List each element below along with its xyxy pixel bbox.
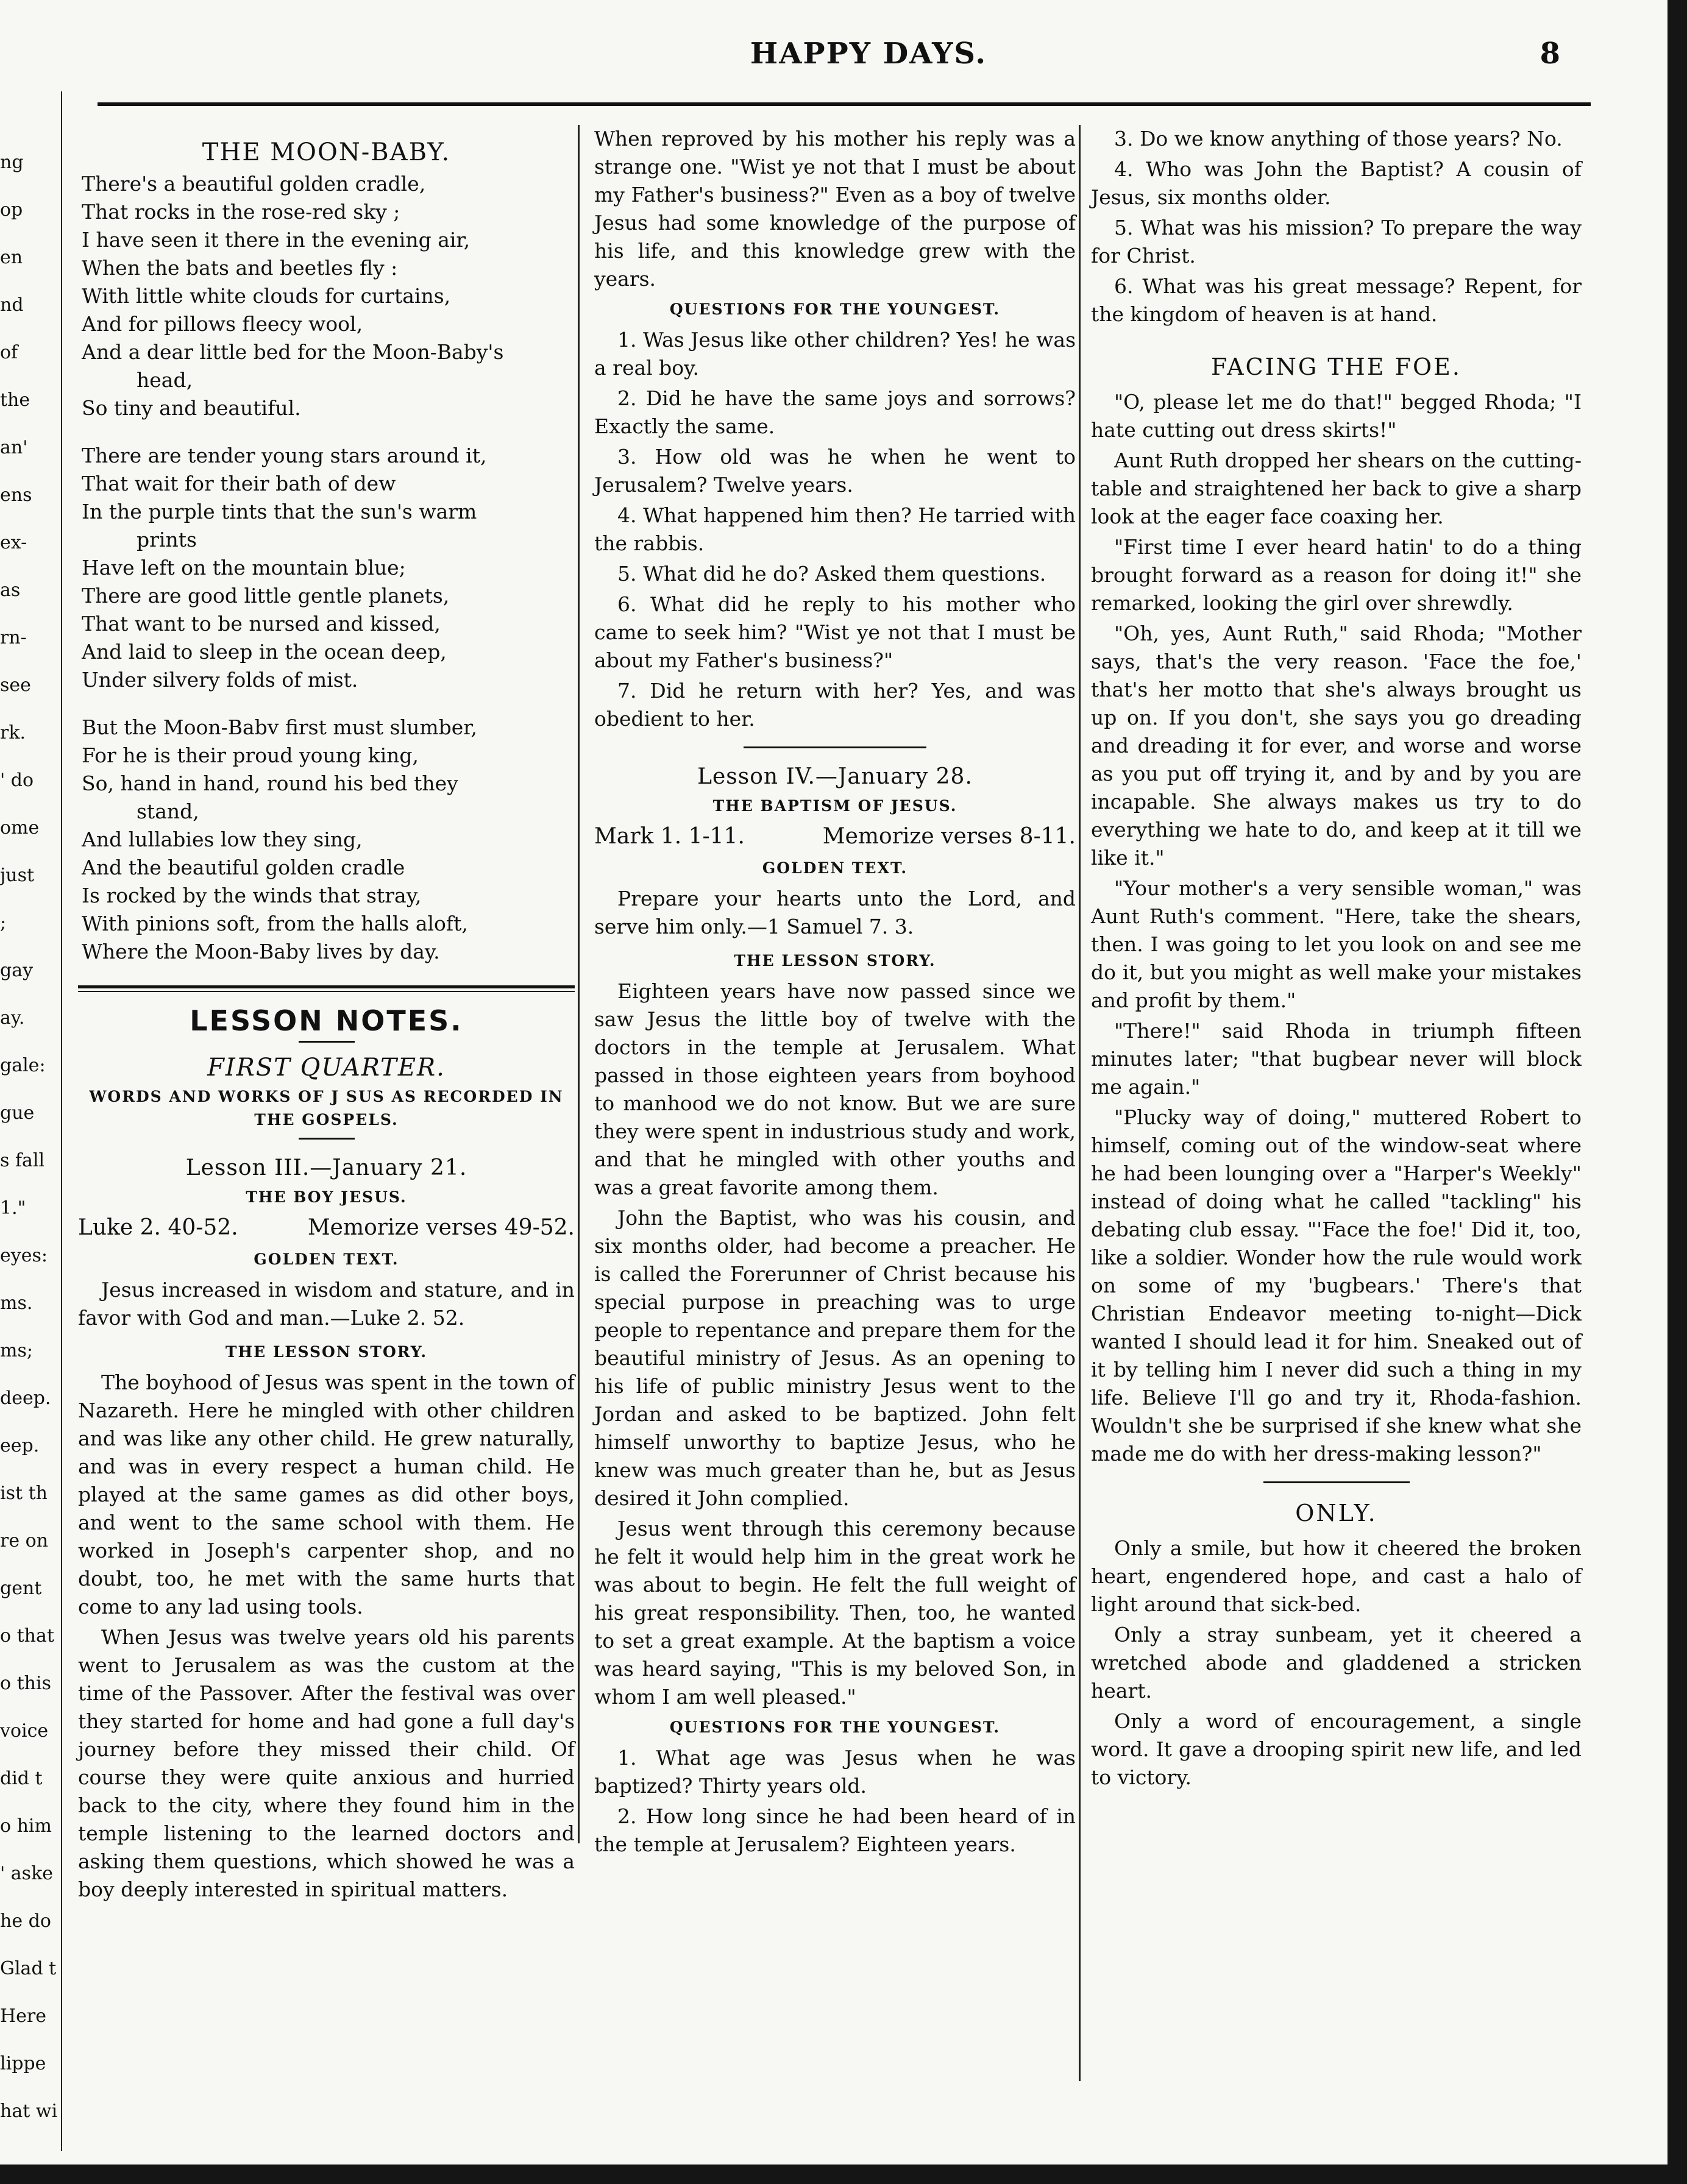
only-paragraph: Only a smile, but how it cheered the broken heart, engendered hope, and cast a halo of light around that sick-bed.	[1091, 1536, 1582, 1616]
questions-label: QUESTIONS FOR THE YOUNGEST.	[669, 300, 1001, 318]
edge-fragment: o that	[0, 1625, 54, 1647]
only-paragraph: Only a stray sunbeam, yet it cheered a wretched abode and gladdened a stricken heart.	[1091, 1623, 1582, 1703]
edge-fragment: ist th	[0, 1483, 48, 1504]
poem-line: With pinions soft, from the halls aloft,	[82, 912, 468, 935]
lesson-story-paragraph: John the Baptist, who was his cousin, and six months older, had become a preacher. He is called the Forerunner of Christ because his special purpose in preaching was to urge people to repentance and prepare them for the beautiful ministry of Jesus. As an opening to his life of public ministry Jesus went to the Jordan and asked to be baptized. John felt himself unworthy to baptize Jesus, who he knew was much greater than he, but as Jesus desired it John complied.	[594, 1206, 1076, 1510]
edge-fragment: lippe	[0, 2053, 46, 2074]
poem-line: And laid to sleep in the ocean deep,	[82, 640, 447, 664]
question-item: 6. What was his great message? Repent, for the kingdom of heaven is at hand.	[1091, 274, 1582, 326]
edge-fragment: eyes:	[0, 1245, 48, 1266]
scripture-reference: Luke 2. 40-52.	[78, 1215, 238, 1240]
poem-title: THE MOON-BABY.	[202, 138, 451, 166]
question-item: 1. What age was Jesus when he was baptized? Thirty years old.	[594, 1746, 1076, 1798]
header-rule	[98, 102, 1591, 106]
poem-line: When the bats and beetles fly :	[82, 256, 398, 280]
story-paragraph: "Oh, yes, Aunt Ruth," said Rhoda; "Mother says, that's the very reason. 'Face the foe,' that's her motto that she's always brought us up on. If you don't, she says you go dreading and dreading it for ever, and worse and worse as you put off trying it, and by and by you are incapable. She always makes us try to do everything we hate to do, and keep at it till we like it."	[1091, 622, 1582, 870]
section-rule	[78, 985, 575, 992]
golden-text-label: GOLDEN TEXT.	[254, 1250, 399, 1268]
poem-line: That rocks in the rose-red sky ;	[82, 200, 400, 224]
edge-fragment: did t	[0, 1768, 43, 1789]
lesson-story-paragraph: The boyhood of Jesus was spent in the town of Nazareth. Here he mingled with other children and was like any other child. He grew naturally, and was in every respect a human child. He played at the same games as did other boys, and went to the same school with them. He worked in Joseph's carpenter shop, and no doubt, too, he met with the same hurts that come to any lad using tools.	[78, 1370, 575, 1618]
lesson-4-reference	[594, 823, 1076, 851]
poem-line: There's a beautiful golden cradle,	[82, 172, 426, 196]
edge-fragment: gay	[0, 960, 34, 981]
poem-stanza	[78, 442, 575, 694]
edge-fragment: ' aske	[0, 1863, 53, 1884]
poem-stanza	[78, 714, 575, 966]
lesson-3-heading: Lesson III.—January 21.	[185, 1155, 467, 1180]
running-title: HAPPY DAYS.	[750, 37, 987, 71]
lesson-notes-heading: LESSON NOTES.	[190, 1004, 463, 1037]
poem-stanza	[78, 170, 575, 422]
edge-fragment: an'	[0, 437, 28, 458]
poem-line: stand,	[137, 800, 199, 823]
edge-fragment: nd	[0, 294, 24, 316]
question-item: 3. Do we know anything of those years? No.	[1114, 127, 1563, 151]
edge-fragment: ome	[0, 817, 40, 838]
edge-fragment: ;	[0, 912, 7, 934]
edge-fragment: eep.	[0, 1435, 40, 1456]
golden-text: Prepare your hearts unto the Lord, and serve him only.—1 Samuel 7. 3.	[594, 887, 1076, 938]
lesson-story-paragraph: When reproved by his mother his reply was a strange one. "Wist ye not that I must be about my Father's business?" Even as a boy of twelve Jesus had some knowledge of the purpose of his life, and this knowledge grew with the years.	[594, 127, 1076, 291]
story-title: FACING THE FOE.	[1211, 353, 1461, 380]
edge-fragment: ay.	[0, 1007, 25, 1029]
only-paragraph: Only a word of encouragement, a single word. It gave a drooping spirit new life, and led to victory.	[1091, 1709, 1582, 1789]
edge-fragment: the	[0, 389, 30, 411]
edge-fragment: of	[0, 342, 18, 363]
poem-line: head,	[137, 368, 193, 392]
edge-fragment: ms;	[0, 1340, 33, 1361]
column-rule	[578, 125, 580, 1843]
poem-line: And the beautiful golden cradle	[82, 856, 405, 879]
edge-fragment: ' do	[0, 770, 34, 791]
edge-fragment: gent	[0, 1578, 42, 1599]
poem-line: Under silvery folds of mist.	[82, 668, 358, 692]
poem-line: But the Moon-Babv first must slumber,	[82, 715, 477, 739]
lesson-4-title: THE BAPTISM OF JESUS.	[712, 797, 957, 815]
question-item: 4. Who was John the Baptist? A cousin of Jesus, six months older.	[1091, 157, 1582, 209]
poem-line: And a dear little bed for the Moon-Baby's	[82, 340, 504, 364]
questions-label: QUESTIONS FOR THE YOUNGEST.	[669, 1718, 1001, 1736]
edge-fragment: just	[0, 865, 35, 886]
previous-page-edge	[0, 0, 60, 2133]
question-item: 1. Was Jesus like other children? Yes! he was a real boy.	[594, 328, 1076, 380]
story-paragraph: "There!" said Rhoda in triumph fifteen minutes later; "that bugbear never will block me again."	[1091, 1019, 1582, 1099]
question-item: 3. How old was he when he went to Jerusalem? Twelve years.	[594, 445, 1076, 497]
memorize-verses: Memorize verses 49-52.	[307, 1215, 575, 1240]
divider	[744, 746, 926, 748]
question-item: 2. How long since he had been heard of in the temple at Jerusalem? Eighteen years.	[594, 1804, 1076, 1856]
poem-body	[78, 170, 575, 966]
lesson-story-paragraph: Jesus went through this ceremony because he felt it would help him in the great work he was about to begin. He felt the full weight of his great responsibility. Then, too, he wanted to set a great example. At the baptism a voice was heard saying, "This is my beloved Son, in whom I am well pleased."	[594, 1517, 1076, 1709]
edge-fragment: s fall	[0, 1150, 45, 1171]
edge-fragment: gale:	[0, 1055, 46, 1076]
scan-border-right	[1667, 0, 1687, 2184]
poem-line: There are tender young stars around it,	[82, 444, 487, 467]
divider	[1263, 1481, 1410, 1483]
edge-fragment: op	[0, 199, 23, 221]
edge-fragment: gue	[0, 1102, 35, 1124]
edge-fragment: hat wi	[0, 2101, 58, 2122]
edge-fragment: ms.	[0, 1292, 33, 1314]
edge-fragment: voice	[0, 1720, 49, 1742]
edge-fragment: ng	[0, 152, 24, 173]
gutter-line	[61, 91, 62, 2151]
lesson-4-heading: Lesson IV.—January 28.	[697, 764, 973, 789]
story-body	[1091, 388, 1582, 1468]
poem-line: So, hand in hand, round his bed they	[82, 771, 458, 795]
edge-fragment: Glad t	[0, 1958, 57, 1979]
question-item: 7. Did he return with her? Yes, and was obedient to her.	[594, 679, 1076, 731]
poem-line: In the purple tints that the sun's warm	[82, 500, 477, 523]
question-item: 5. What was his mission? To prepare the way for Christ.	[1091, 216, 1582, 268]
poem-line: That want to be nursed and kissed,	[82, 612, 441, 636]
only-body	[1091, 1534, 1582, 1792]
divider	[299, 1138, 355, 1140]
edge-fragment: deep.	[0, 1388, 51, 1409]
question-item: 6. What did he reply to his mother who came to seek him? "Wist ye not that I must be about my Father's business?"	[594, 592, 1076, 672]
story-paragraph: "O, please let me do that!" begged Rhoda; "I hate cutting out dress skirts!"	[1091, 390, 1582, 442]
poem-line: There are good little gentle planets,	[82, 584, 450, 608]
edge-fragment: o him	[0, 1815, 52, 1837]
poem-line: So tiny and beautiful.	[82, 396, 301, 420]
poem-line: That wait for their bath of dew	[82, 472, 396, 495]
golden-text-label: GOLDEN TEXT.	[762, 859, 908, 877]
lesson-story-paragraph: When Jesus was twelve years old his parents went to Jerusalem as was the custom at the time of the Passover. After the festival was over they started for home and had gone a full day's journey before they missed their child. Of course they were quite anxious and hurried back to the city, where they found him in the temple listening to the learned doctors and asking them questions, which showed he was a boy deeply interested in spiritual matters.	[78, 1625, 575, 1901]
edge-fragment: ex-	[0, 532, 27, 553]
divider	[299, 1041, 355, 1043]
edge-fragment: re on	[0, 1530, 49, 1551]
column-1	[78, 125, 575, 1906]
golden-text: Jesus increased in wisdom and stature, and in favor with God and man.—Luke 2. 52.	[78, 1278, 575, 1330]
lesson-story-label: THE LESSON STORY.	[734, 952, 936, 970]
lesson-3-title: THE BOY JESUS.	[246, 1188, 407, 1206]
lesson-story-paragraph: Eighteen years have now passed since we saw Jesus the little boy of twelve with the doctors in the temple at Jerusalem. What passed in those eighteen years from boyhood to manhood we do not know. But we are sure they were spent in industrious study and work, and that he mingled with other youths and was a great favorite among them.	[594, 979, 1076, 1199]
quarter-subtitle: WORDS AND WORKS OF J SUS AS RECORDED IN THE GOSPELS.	[89, 1088, 564, 1129]
edge-fragment: ens	[0, 484, 32, 506]
lesson-story-label: THE LESSON STORY.	[225, 1343, 428, 1361]
edge-fragment: as	[0, 580, 21, 601]
poem-line: I have seen it there in the evening air,	[82, 228, 471, 252]
only-title: ONLY.	[1295, 1500, 1377, 1526]
story-paragraph: "Your mother's a very sensible woman," was Aunt Ruth's comment. "Here, take the shears, then. I was going to let you look on and see me do it, but you might as well make your mistakes and profit by them."	[1091, 876, 1582, 1012]
poem-line: With little white clouds for curtains,	[82, 284, 451, 308]
edge-fragment: see	[0, 675, 31, 696]
question-item: 4. What happened him then? He tarried with the rabbis.	[594, 503, 1076, 555]
story-paragraph: "First time I ever heard hatin' to do a thing brought forward as a reason for doing it!" she remarked, looking the girl over shrewdly.	[1091, 535, 1582, 615]
lesson-3-reference	[78, 1214, 575, 1242]
poem-line: Where the Moon-Baby lives by day.	[82, 940, 440, 963]
question-item: 2. Did he have the same joys and sorrows? Exactly the same.	[594, 386, 1076, 438]
quarter-heading: FIRST QUARTER.	[207, 1054, 446, 1082]
poem-line: Have left on the mountain blue;	[82, 556, 406, 580]
poem-line: prints	[137, 528, 197, 551]
poem-line: Is rocked by the winds that stray,	[82, 884, 422, 907]
page-number: 8	[1540, 37, 1560, 71]
edge-fragment: Here	[0, 2005, 47, 2027]
edge-fragment: rk.	[0, 722, 26, 743]
question-item: 5. What did he do? Asked them questions.	[617, 562, 1046, 586]
story-paragraph: "Plucky way of doing," muttered Robert to himself, coming out of the window-seat where he had been lounging over a "Harper's Weekly" instead of doing what he called "tackling" his debating club essay. "'Face the foe!' Did it, too, like a soldier. Wonder how the rule would work on some of my 'bugbears.' There's that Christian Endeavor meeting to-night—Dick wanted I should lead it for him. Sneaked out of it by telling him I never did such a thing in my life. Believe I'll go and try it, Rhoda-fashion. Wouldn't she be surprised if she knew what she made me do with her dress-making lesson?"	[1091, 1105, 1582, 1466]
column-rule	[1079, 125, 1081, 2081]
scripture-reference: Mark 1. 1-11.	[594, 824, 745, 849]
edge-fragment: 1."	[0, 1197, 26, 1219]
poem-line: And for pillows fleecy wool,	[82, 312, 363, 336]
scan-border-bottom	[0, 2164, 1687, 2184]
lesson-3-questions	[594, 326, 1076, 733]
edge-fragment: rn-	[0, 627, 27, 648]
column-2	[594, 125, 1076, 1861]
poem-line: For he is their proud young king,	[82, 743, 419, 767]
edge-fragment: he do	[0, 1910, 51, 1932]
edge-fragment: en	[0, 247, 23, 268]
poem-line: And lullabies low they sing,	[82, 828, 363, 851]
story-paragraph: Aunt Ruth dropped her shears on the cutting-table and straightened her back to give a sharp look at the eager face coaxing her.	[1091, 448, 1582, 528]
page-header	[79, 37, 1658, 79]
edge-fragment: o this	[0, 1673, 51, 1694]
column-3	[1091, 125, 1582, 1794]
memorize-verses: Memorize verses 8-11.	[822, 824, 1076, 849]
